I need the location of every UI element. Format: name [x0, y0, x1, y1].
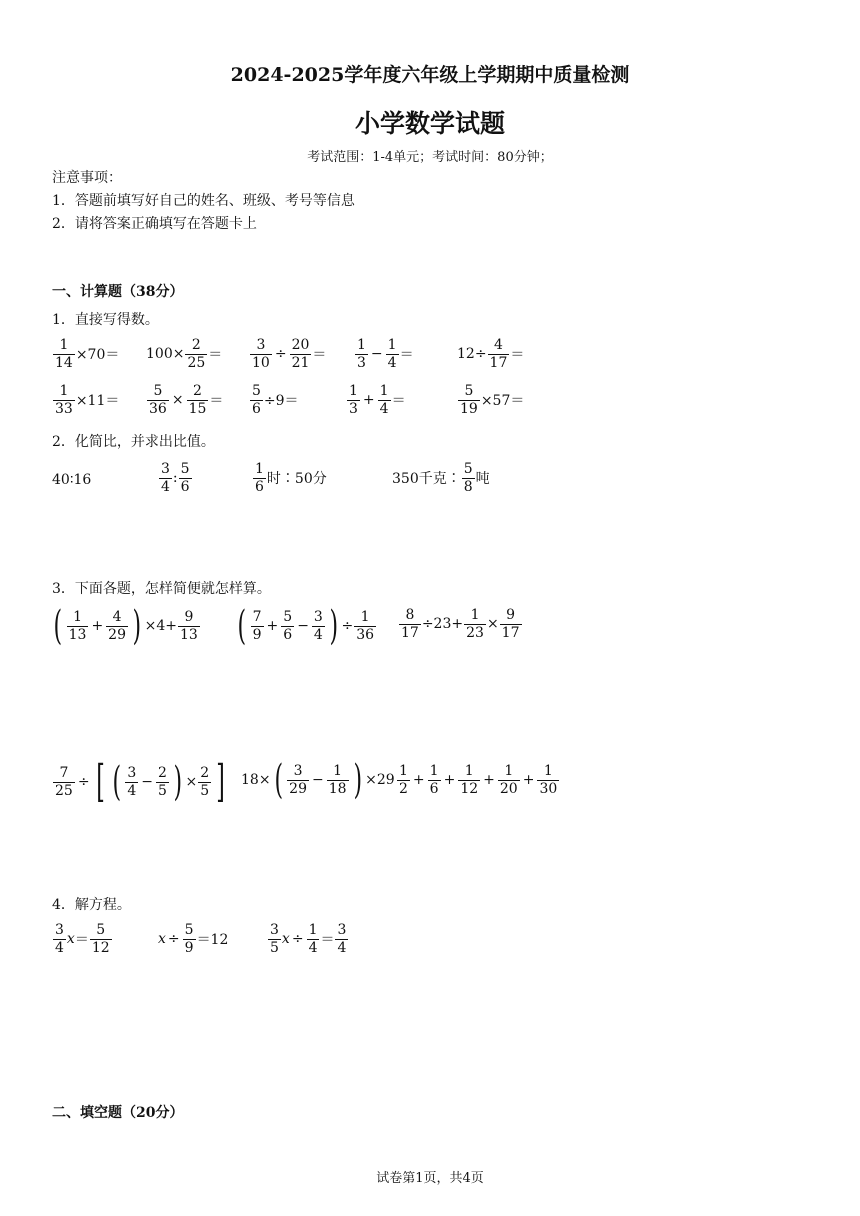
numerator: 9 — [184, 608, 194, 625]
q4-label: 4．解方程。 — [52, 897, 131, 913]
fraction — [312, 610, 325, 642]
operator: + — [91, 618, 104, 634]
q2-expr4 — [392, 462, 490, 494]
q1-label: 1．直接写得数。 — [52, 312, 159, 328]
fraction — [250, 384, 263, 416]
denominator: 4 — [387, 354, 397, 371]
denominator: 5 — [158, 782, 167, 799]
fraction — [147, 384, 169, 416]
numerator: 5 — [184, 922, 194, 938]
variable-x: x — [158, 931, 166, 948]
numerator: 1 — [308, 922, 318, 938]
operator: − — [141, 774, 153, 790]
note-item-1: 1．答题前填写好自己的姓名、班级、考号等信息 — [52, 193, 355, 209]
numerator: 5 — [464, 383, 474, 399]
exam-info: 考试范围：1-4单元；考试时间：80分钟； — [307, 150, 553, 165]
expr-mid: ×4+ — [144, 618, 177, 634]
denominator: 2 — [399, 780, 408, 797]
operator: − — [311, 772, 324, 788]
fraction — [335, 923, 348, 955]
expr-tail: ×11＝ — [75, 393, 120, 410]
fraction — [307, 923, 320, 955]
q4-expr1 — [52, 923, 113, 955]
denominator: 18 — [328, 780, 347, 797]
expr-mid: × — [486, 616, 499, 633]
denominator: 4 — [337, 939, 347, 956]
fraction — [428, 764, 441, 796]
fraction — [347, 384, 360, 416]
q1-r2-expr1 — [52, 384, 119, 416]
denominator: 36 — [149, 400, 167, 417]
expr-head: 18× — [241, 772, 271, 788]
numerator: 1 — [504, 763, 514, 779]
operator: ÷ — [291, 931, 304, 948]
denominator: 19 — [460, 400, 478, 417]
q3-label: 3．下面各题，怎样简便就怎样算。 — [52, 581, 271, 597]
q3-expr2 — [234, 603, 377, 649]
denominator: 30 — [539, 780, 558, 797]
fraction — [53, 766, 75, 798]
denominator: 12 — [460, 780, 479, 797]
expr-tail: ＝ — [391, 393, 406, 410]
q1-r1-expr4 — [354, 338, 414, 370]
numerator: 1 — [464, 763, 474, 779]
expr-tail: ×57＝ — [480, 393, 525, 410]
operator: + — [412, 772, 425, 789]
numerator: 1 — [387, 337, 397, 353]
denominator: 13 — [68, 626, 87, 643]
denominator: 23 — [466, 624, 484, 641]
q2-expr2 — [158, 462, 193, 494]
fraction — [268, 923, 281, 955]
exam-subject-title: 小学数学试题 — [354, 109, 505, 138]
fraction — [327, 764, 349, 796]
denominator: 4 — [161, 478, 170, 495]
left-paren: ( — [53, 603, 63, 649]
numerator: 1 — [59, 337, 69, 353]
fraction — [281, 610, 294, 642]
left-paren: ( — [237, 603, 247, 649]
ratio-sign: : — [172, 470, 178, 487]
right-paren: ) — [132, 603, 142, 649]
right-bracket: ] — [216, 756, 226, 807]
operator: + — [266, 618, 279, 634]
numerator: 5 — [180, 461, 190, 477]
numerator: 2 — [193, 383, 202, 399]
expr-tail: ＝ — [510, 347, 525, 364]
denominator: 21 — [291, 354, 310, 371]
numerator: 2 — [200, 764, 210, 781]
numerator: 7 — [252, 608, 262, 625]
numerator: 3 — [127, 764, 137, 781]
fraction — [253, 462, 266, 494]
expr-tail: ＝ — [312, 347, 327, 364]
numerator: 1 — [73, 608, 82, 625]
numerator: 4 — [112, 608, 122, 625]
q1-r1-expr3 — [249, 338, 326, 370]
denominator: 4 — [308, 939, 318, 956]
q1-r1-expr5 — [457, 338, 524, 370]
fraction — [287, 764, 309, 796]
operator: + — [522, 772, 535, 789]
variable-x: x — [66, 931, 75, 948]
denominator: 8 — [463, 478, 473, 495]
page-footer: 试卷第1页，共4页 — [376, 1171, 484, 1186]
fraction — [386, 338, 399, 370]
fraction — [458, 764, 480, 796]
fraction — [537, 764, 559, 796]
denominator: 5 — [270, 939, 279, 956]
operator: − — [370, 346, 383, 363]
denominator: 25 — [187, 354, 206, 371]
q1-r1-expr1 — [52, 338, 119, 370]
operator: + — [483, 772, 495, 789]
numerator: 3 — [256, 337, 266, 353]
expr-head: 350千克∶ — [392, 471, 461, 488]
right-paren: ) — [173, 759, 183, 805]
operator: ÷ — [77, 774, 90, 790]
numerator: 3 — [161, 461, 170, 477]
fraction — [53, 923, 66, 955]
ratio-text: 40∶16 — [52, 472, 92, 488]
fraction — [125, 766, 138, 798]
left-bracket: [ — [95, 756, 105, 807]
operator: × — [171, 392, 184, 409]
q3-expr3 — [398, 608, 523, 640]
expr-tail: ÷9＝ — [263, 393, 299, 410]
variable-x: x — [281, 931, 290, 948]
numerator: 2 — [158, 764, 167, 781]
expr-tail: 时∶50分 — [266, 471, 327, 488]
numerator: 20 — [291, 337, 310, 353]
denominator: 25 — [55, 782, 73, 799]
denominator: 4 — [55, 939, 64, 956]
q1-r2-expr3 — [249, 384, 299, 416]
q2-label: 2．化简比，并求出比值。 — [52, 434, 215, 450]
denominator: 4 — [379, 400, 389, 417]
numerator: 5 — [96, 922, 106, 938]
numerator: 1 — [399, 763, 408, 779]
denominator: 17 — [489, 354, 508, 371]
equals-sign: ＝ — [74, 932, 89, 949]
fraction — [488, 338, 510, 370]
expr-tail: 吨 — [475, 471, 490, 488]
numerator: 3 — [337, 922, 347, 938]
q2-expr3 — [252, 462, 327, 494]
notes-heading: 注意事项： — [52, 170, 122, 186]
fraction — [354, 610, 376, 642]
expr-tail: ＝ — [209, 393, 224, 410]
operator: ÷ — [167, 931, 180, 948]
denominator: 29 — [108, 626, 126, 643]
q3-expr1 — [50, 603, 201, 649]
numerator: 1 — [59, 383, 69, 399]
operator: × — [185, 774, 198, 790]
numerator: 3 — [55, 922, 64, 938]
fraction — [53, 338, 75, 370]
operator: + — [443, 772, 456, 789]
q3-expr4 — [52, 756, 229, 807]
denominator: 9 — [252, 626, 262, 643]
expr-mid: ÷ — [341, 618, 354, 634]
fraction — [462, 462, 475, 494]
numerator: 5 — [252, 383, 261, 399]
fraction — [500, 608, 522, 640]
expr-tail: ×29 — [365, 772, 395, 788]
q4-expr2 — [158, 923, 228, 955]
q1-r2-expr5 — [457, 384, 524, 416]
operator: + — [362, 392, 375, 409]
fraction — [378, 384, 391, 416]
numerator: 1 — [379, 383, 389, 399]
numerator: 3 — [313, 608, 323, 625]
q2-expr1 — [52, 465, 91, 495]
fraction — [106, 610, 128, 642]
denominator: 29 — [289, 780, 307, 797]
fraction — [53, 384, 75, 416]
expr-tail: ＝ — [208, 347, 223, 364]
denominator: 4 — [313, 626, 323, 643]
right-paren: ) — [329, 603, 338, 649]
denominator: 36 — [356, 626, 375, 643]
numerator: 3 — [293, 762, 303, 779]
fraction — [159, 462, 172, 494]
numerator: 1 — [255, 461, 264, 477]
denominator: 15 — [188, 400, 207, 417]
fraction — [178, 610, 200, 642]
operator: ÷ — [274, 346, 287, 363]
numerator: 7 — [59, 764, 69, 781]
section1-title: 一、计算题（38分） — [52, 284, 184, 300]
fraction — [183, 923, 196, 955]
numerator: 1 — [360, 608, 370, 625]
numerator: 5 — [283, 608, 293, 625]
fraction — [290, 338, 312, 370]
q4-expr3 — [267, 923, 349, 955]
denominator: 6 — [255, 478, 264, 495]
expr-head: 12÷ — [457, 346, 487, 363]
denominator: 17 — [401, 624, 419, 641]
numerator: 8 — [405, 607, 415, 623]
numerator: 5 — [463, 461, 473, 477]
fraction — [187, 384, 209, 416]
numerator: 1 — [543, 763, 553, 779]
fraction — [464, 608, 486, 640]
denominator: 6 — [283, 626, 293, 643]
numerator: 1 — [429, 763, 439, 779]
expr-tail: ＝ — [399, 347, 414, 364]
numerator: 1 — [470, 607, 480, 623]
denominator: 3 — [357, 354, 366, 371]
q1-r2-expr4 — [346, 384, 406, 416]
denominator: 6 — [252, 400, 261, 417]
q1-r2-expr2 — [146, 384, 223, 416]
expr-tail: ×70＝ — [75, 347, 120, 364]
denominator: 5 — [200, 782, 210, 799]
fraction — [250, 338, 272, 370]
denominator: 6 — [180, 478, 190, 495]
equals-sign: ＝ — [320, 932, 335, 949]
fraction — [399, 608, 421, 640]
numerator: 2 — [191, 337, 201, 353]
expr-mid: ÷23+ — [421, 616, 464, 633]
fraction — [156, 766, 169, 798]
fraction — [355, 338, 368, 370]
operator: − — [297, 618, 309, 634]
left-paren: ( — [274, 757, 283, 803]
fraction — [67, 610, 89, 642]
section2-title: 二、填空题（20分） — [52, 1105, 184, 1121]
fraction — [179, 462, 192, 494]
denominator: 14 — [55, 354, 73, 371]
exam-title: 2024-2025学年度六年级上学期期中质量检测 — [230, 64, 630, 86]
q1-r1-expr2 — [146, 338, 222, 370]
denominator: 10 — [252, 354, 270, 371]
numerator: 3 — [270, 922, 279, 938]
denominator: 9 — [184, 939, 194, 956]
fraction — [90, 923, 112, 955]
denominator: 6 — [429, 780, 439, 797]
denominator: 20 — [499, 780, 518, 797]
denominator: 12 — [91, 939, 110, 956]
numerator: 9 — [506, 607, 516, 623]
expr-tail: ＝12 — [196, 932, 229, 949]
expr-head: 100× — [146, 346, 185, 363]
fraction — [251, 610, 264, 642]
q3-expr6 — [396, 764, 560, 796]
fraction — [198, 766, 211, 798]
fraction — [498, 764, 520, 796]
fraction — [185, 338, 207, 370]
denominator: 33 — [55, 400, 73, 417]
right-paren: ) — [353, 757, 362, 803]
numerator: 4 — [494, 337, 503, 353]
numerator: 1 — [349, 383, 358, 399]
q3-expr5 — [241, 757, 395, 803]
denominator: 3 — [349, 400, 358, 417]
denominator: 4 — [127, 782, 137, 799]
denominator: 17 — [501, 624, 520, 641]
note-item-2: 2．请将答案正确填写在答题卡上 — [52, 216, 257, 232]
numerator: 1 — [333, 762, 343, 779]
denominator: 13 — [179, 626, 198, 643]
numerator: 5 — [153, 383, 163, 399]
fraction — [458, 384, 480, 416]
fraction — [397, 764, 410, 796]
left-paren: ( — [112, 759, 121, 805]
numerator: 1 — [357, 337, 366, 353]
